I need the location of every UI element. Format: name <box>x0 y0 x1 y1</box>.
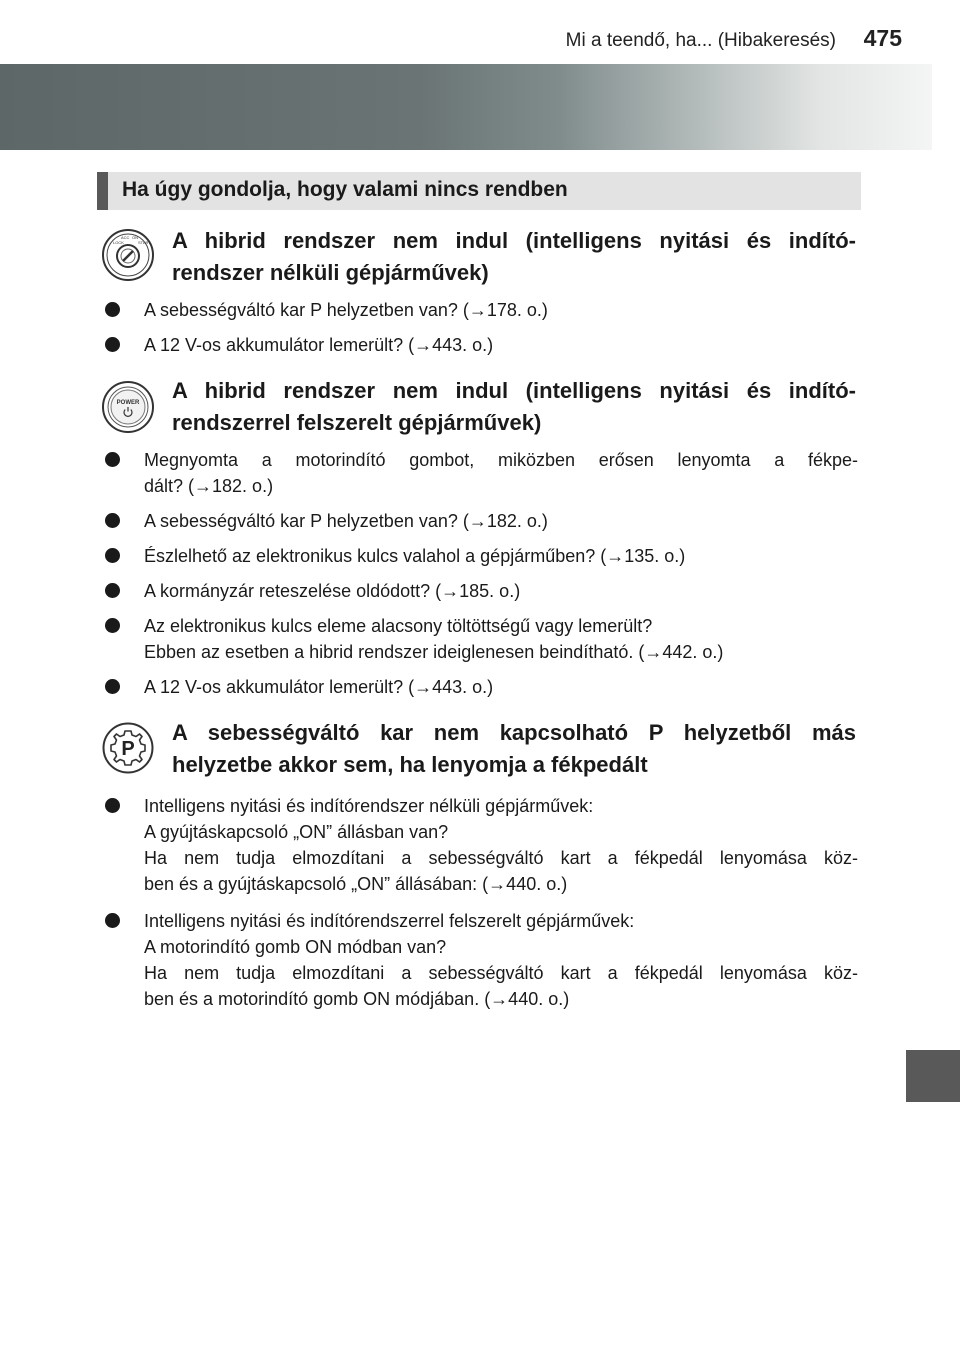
bullet-icon <box>105 583 120 598</box>
acc-label: ACC <box>121 235 130 240</box>
list-item-text-line2: A motorindító gomb ON módban van? <box>144 937 447 957</box>
bullet-icon <box>105 913 120 928</box>
subsection-title-1 <box>172 225 856 289</box>
start-label: START <box>138 240 151 245</box>
bullet-icon <box>105 337 120 352</box>
on-label: ON <box>132 235 138 240</box>
list-item-text: Észlelhető az elektronikus kulcs valahol a gépjárműben? (→135. o.) <box>144 546 686 566</box>
list-item-text-line1: Az elektronikus kulcs eleme alacsony töltöttségű vagy lemerült? <box>144 616 653 636</box>
list-item-text-line3: Ha nem tudja elmozdítani a sebességváltó kart a fékpedál lenyomása köz- <box>144 848 858 868</box>
list-item <box>102 674 858 700</box>
list-item <box>102 543 858 569</box>
page-header <box>0 0 960 62</box>
list-item-text: A 12 V-os akkumulátor lemerült? (→443. o.) <box>144 335 494 355</box>
list-item-text-line4: ben és a gyújtáskapcsoló „ON” állásában: (→440. o.) <box>144 874 568 894</box>
section-title: Ha úgy gondolja, hogy valami nincs rendben <box>122 178 568 201</box>
power-button-icon <box>102 381 154 433</box>
bullet-icon <box>105 513 120 528</box>
list-item-text: A sebességváltó kar P helyzetben van? (→182. o.) <box>144 511 548 531</box>
running-head: Mi a teendő, ha... (Hibakeresés) <box>565 30 836 51</box>
power-label: POWER <box>116 400 140 406</box>
bullet-icon <box>105 302 120 317</box>
list-item-text-line1: Intelligens nyitási és indítórendszer nélküli gépjárművek: <box>144 796 594 816</box>
list-item-text-line1: Megnyomta a motorindító gombot, miközben erősen lenyomta a fékpe- <box>144 450 858 470</box>
list-item-text: A sebességváltó kar P helyzetben van? (→178. o.) <box>144 300 548 320</box>
subsection-1-list <box>102 297 858 367</box>
subsection-title-3-line1: A sebességváltó kar nem kapcsolható P helyzetből más <box>172 720 856 745</box>
list-item <box>102 447 858 499</box>
bullet-icon <box>105 679 120 694</box>
list-item-text-line4: ben és a motorindító gomb ON módjában. (→440. o.) <box>144 989 570 1009</box>
list-item <box>102 613 858 665</box>
subsection-3-list <box>102 793 858 1021</box>
subsection-title-3-line2: helyzetbe akkor sem, ha lenyomja a fékpedált <box>172 752 648 777</box>
list-item-text-line2: dált? (→182. o.) <box>144 476 274 496</box>
chapter-side-tab <box>906 1050 960 1102</box>
list-item <box>102 332 858 358</box>
ignition-key-icon <box>102 229 154 281</box>
subsection-title-2-line1: A hibrid rendszer nem indul (intelligens nyitási és indító- <box>172 378 856 403</box>
bullet-icon <box>105 618 120 633</box>
list-item-text-line2: A gyújtáskapcsoló „ON” állásban van? <box>144 822 449 842</box>
park-label: P <box>121 738 135 760</box>
list-item-text-line2: Ebben az esetben a hibrid rendszer ideiglenesen beindítható. (→442. o.) <box>144 642 724 662</box>
list-item-text-line1: Intelligens nyitási és indítórendszerrel felszerelt gépjárművek: <box>144 911 635 931</box>
subsection-title-1-line1: A hibrid rendszer nem indul (intelligens nyitási és indító- <box>172 228 856 253</box>
subsection-title-3 <box>172 717 856 781</box>
lock-label: LOCK <box>113 240 124 245</box>
list-item-text: A kormányzár reteszelése oldódott? (→185. o.) <box>144 581 521 601</box>
list-item-text: A 12 V-os akkumulátor lemerült? (→443. o.) <box>144 677 494 697</box>
bullet-icon <box>105 548 120 563</box>
list-item <box>102 908 858 1012</box>
section-title-bar <box>97 172 861 210</box>
list-item-text-line3: Ha nem tudja elmozdítani a sebességváltó kart a fékpedál lenyomása köz- <box>144 963 858 983</box>
list-item <box>102 508 858 534</box>
park-gear-icon <box>102 722 154 774</box>
list-item <box>102 578 858 604</box>
subsection-2-list <box>102 447 858 709</box>
header-banner <box>0 64 932 150</box>
bullet-icon <box>105 452 120 467</box>
subsection-title-2-line2: rendszerrel felszerelt gépjárművek) <box>172 410 542 435</box>
page-number: 475 <box>863 25 902 51</box>
bullet-icon <box>105 798 120 813</box>
list-item <box>102 793 858 897</box>
subsection-title-1-line2: rendszer nélküli gépjárművek) <box>172 260 489 285</box>
subsection-title-2 <box>172 375 856 439</box>
list-item <box>102 297 858 323</box>
